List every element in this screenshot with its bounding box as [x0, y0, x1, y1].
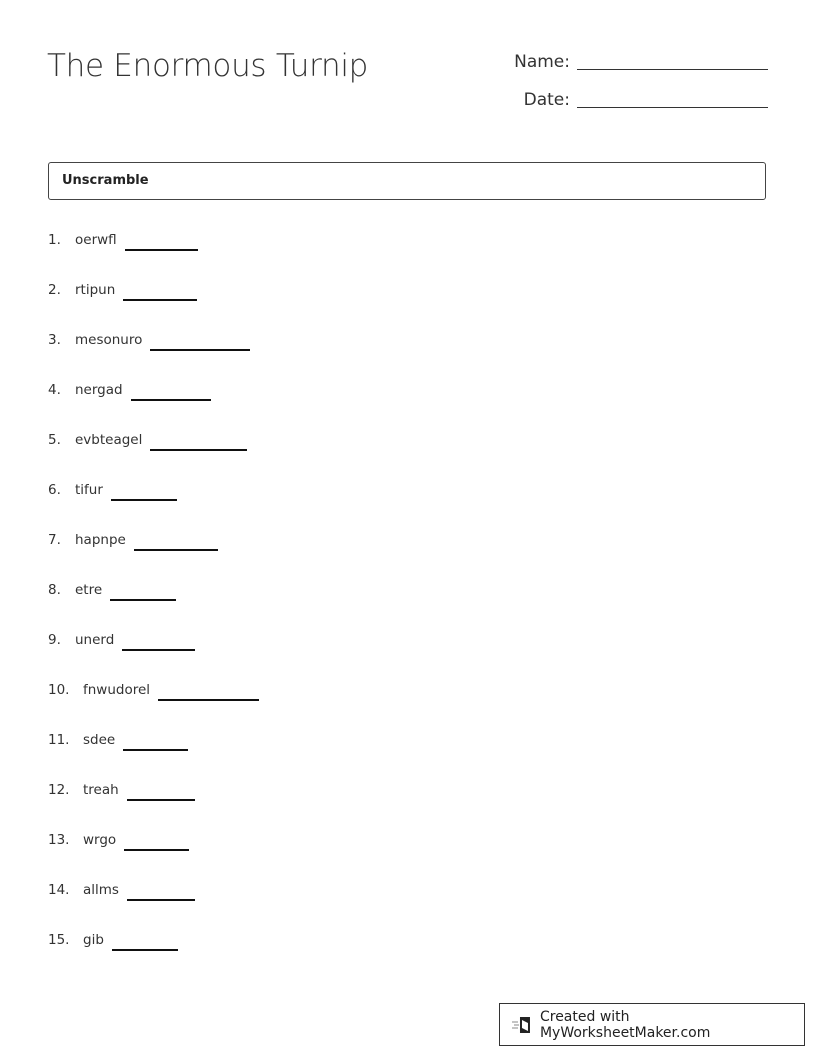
list-item	[48, 782, 195, 798]
name-label: Name:	[514, 52, 570, 72]
list-item	[48, 882, 195, 898]
item-number: 15.	[48, 932, 70, 948]
scrambled-word: sdee	[83, 732, 116, 748]
section-title: Unscramble	[62, 173, 149, 188]
item-number: 7.	[48, 532, 61, 548]
scrambled-word: etre	[75, 582, 103, 598]
name-line	[577, 68, 768, 70]
item-number: 13.	[48, 832, 70, 848]
answer-line[interactable]	[150, 348, 250, 351]
worksheet-title: The Enormous Turnip	[47, 48, 369, 84]
list-item	[48, 732, 188, 748]
item-number: 4.	[48, 382, 61, 398]
list-item	[48, 232, 198, 248]
list-item	[48, 632, 195, 648]
scrambled-word: oerwfl	[75, 232, 117, 248]
list-item	[48, 532, 218, 548]
answer-line[interactable]	[150, 448, 247, 451]
answer-line[interactable]	[110, 598, 176, 601]
answer-line[interactable]	[127, 898, 195, 901]
date-field	[524, 90, 768, 110]
answer-line[interactable]	[123, 298, 197, 301]
date-label: Date:	[523, 90, 570, 110]
footer-text: Created with MyWorksheetMaker.com	[539, 1008, 711, 1041]
item-number: 1.	[48, 232, 61, 248]
answer-line[interactable]	[134, 548, 218, 551]
scrambled-word: evbteagel	[75, 432, 143, 448]
list-item	[48, 432, 247, 448]
item-number: 6.	[48, 482, 61, 498]
item-number: 2.	[48, 282, 61, 298]
answer-line[interactable]	[131, 398, 211, 401]
worksheet-logo-icon	[512, 1014, 534, 1036]
list-item	[48, 332, 250, 348]
item-number: 8.	[48, 582, 61, 598]
footer-badge	[499, 1003, 805, 1046]
scrambled-word: gib	[83, 932, 104, 948]
answer-line[interactable]	[125, 248, 198, 251]
item-number: 9.	[48, 632, 61, 648]
list-item	[48, 932, 178, 948]
scrambled-word: treah	[83, 782, 119, 798]
scrambled-word: hapnpe	[75, 532, 126, 548]
item-number: 5.	[48, 432, 61, 448]
answer-line[interactable]	[158, 698, 259, 701]
scrambled-word: allms	[83, 882, 119, 898]
date-line	[577, 106, 768, 108]
list-item	[48, 682, 259, 698]
answer-line[interactable]	[122, 648, 195, 651]
scrambled-word: fnwudorel	[83, 682, 151, 698]
scrambled-word: nergad	[75, 382, 123, 398]
answer-line[interactable]	[124, 848, 189, 851]
answer-line[interactable]	[112, 948, 178, 951]
item-number: 11.	[48, 732, 70, 748]
list-item	[48, 282, 197, 298]
answer-line[interactable]	[127, 798, 195, 801]
item-number: 14.	[48, 882, 70, 898]
list-item	[48, 482, 177, 498]
scrambled-word: mesonuro	[75, 332, 143, 348]
item-number: 12.	[48, 782, 70, 798]
item-number: 3.	[48, 332, 61, 348]
scrambled-word: wrgo	[83, 832, 117, 848]
list-item	[48, 832, 189, 848]
scrambled-word: tifur	[75, 482, 103, 498]
item-number: 10.	[48, 682, 70, 698]
answer-line[interactable]	[123, 748, 188, 751]
list-item	[48, 582, 176, 598]
name-field	[514, 52, 768, 72]
scrambled-word: rtipun	[75, 282, 116, 298]
section-header	[48, 162, 766, 200]
scrambled-word: unerd	[75, 632, 115, 648]
answer-line[interactable]	[111, 498, 177, 501]
list-item	[48, 382, 211, 398]
